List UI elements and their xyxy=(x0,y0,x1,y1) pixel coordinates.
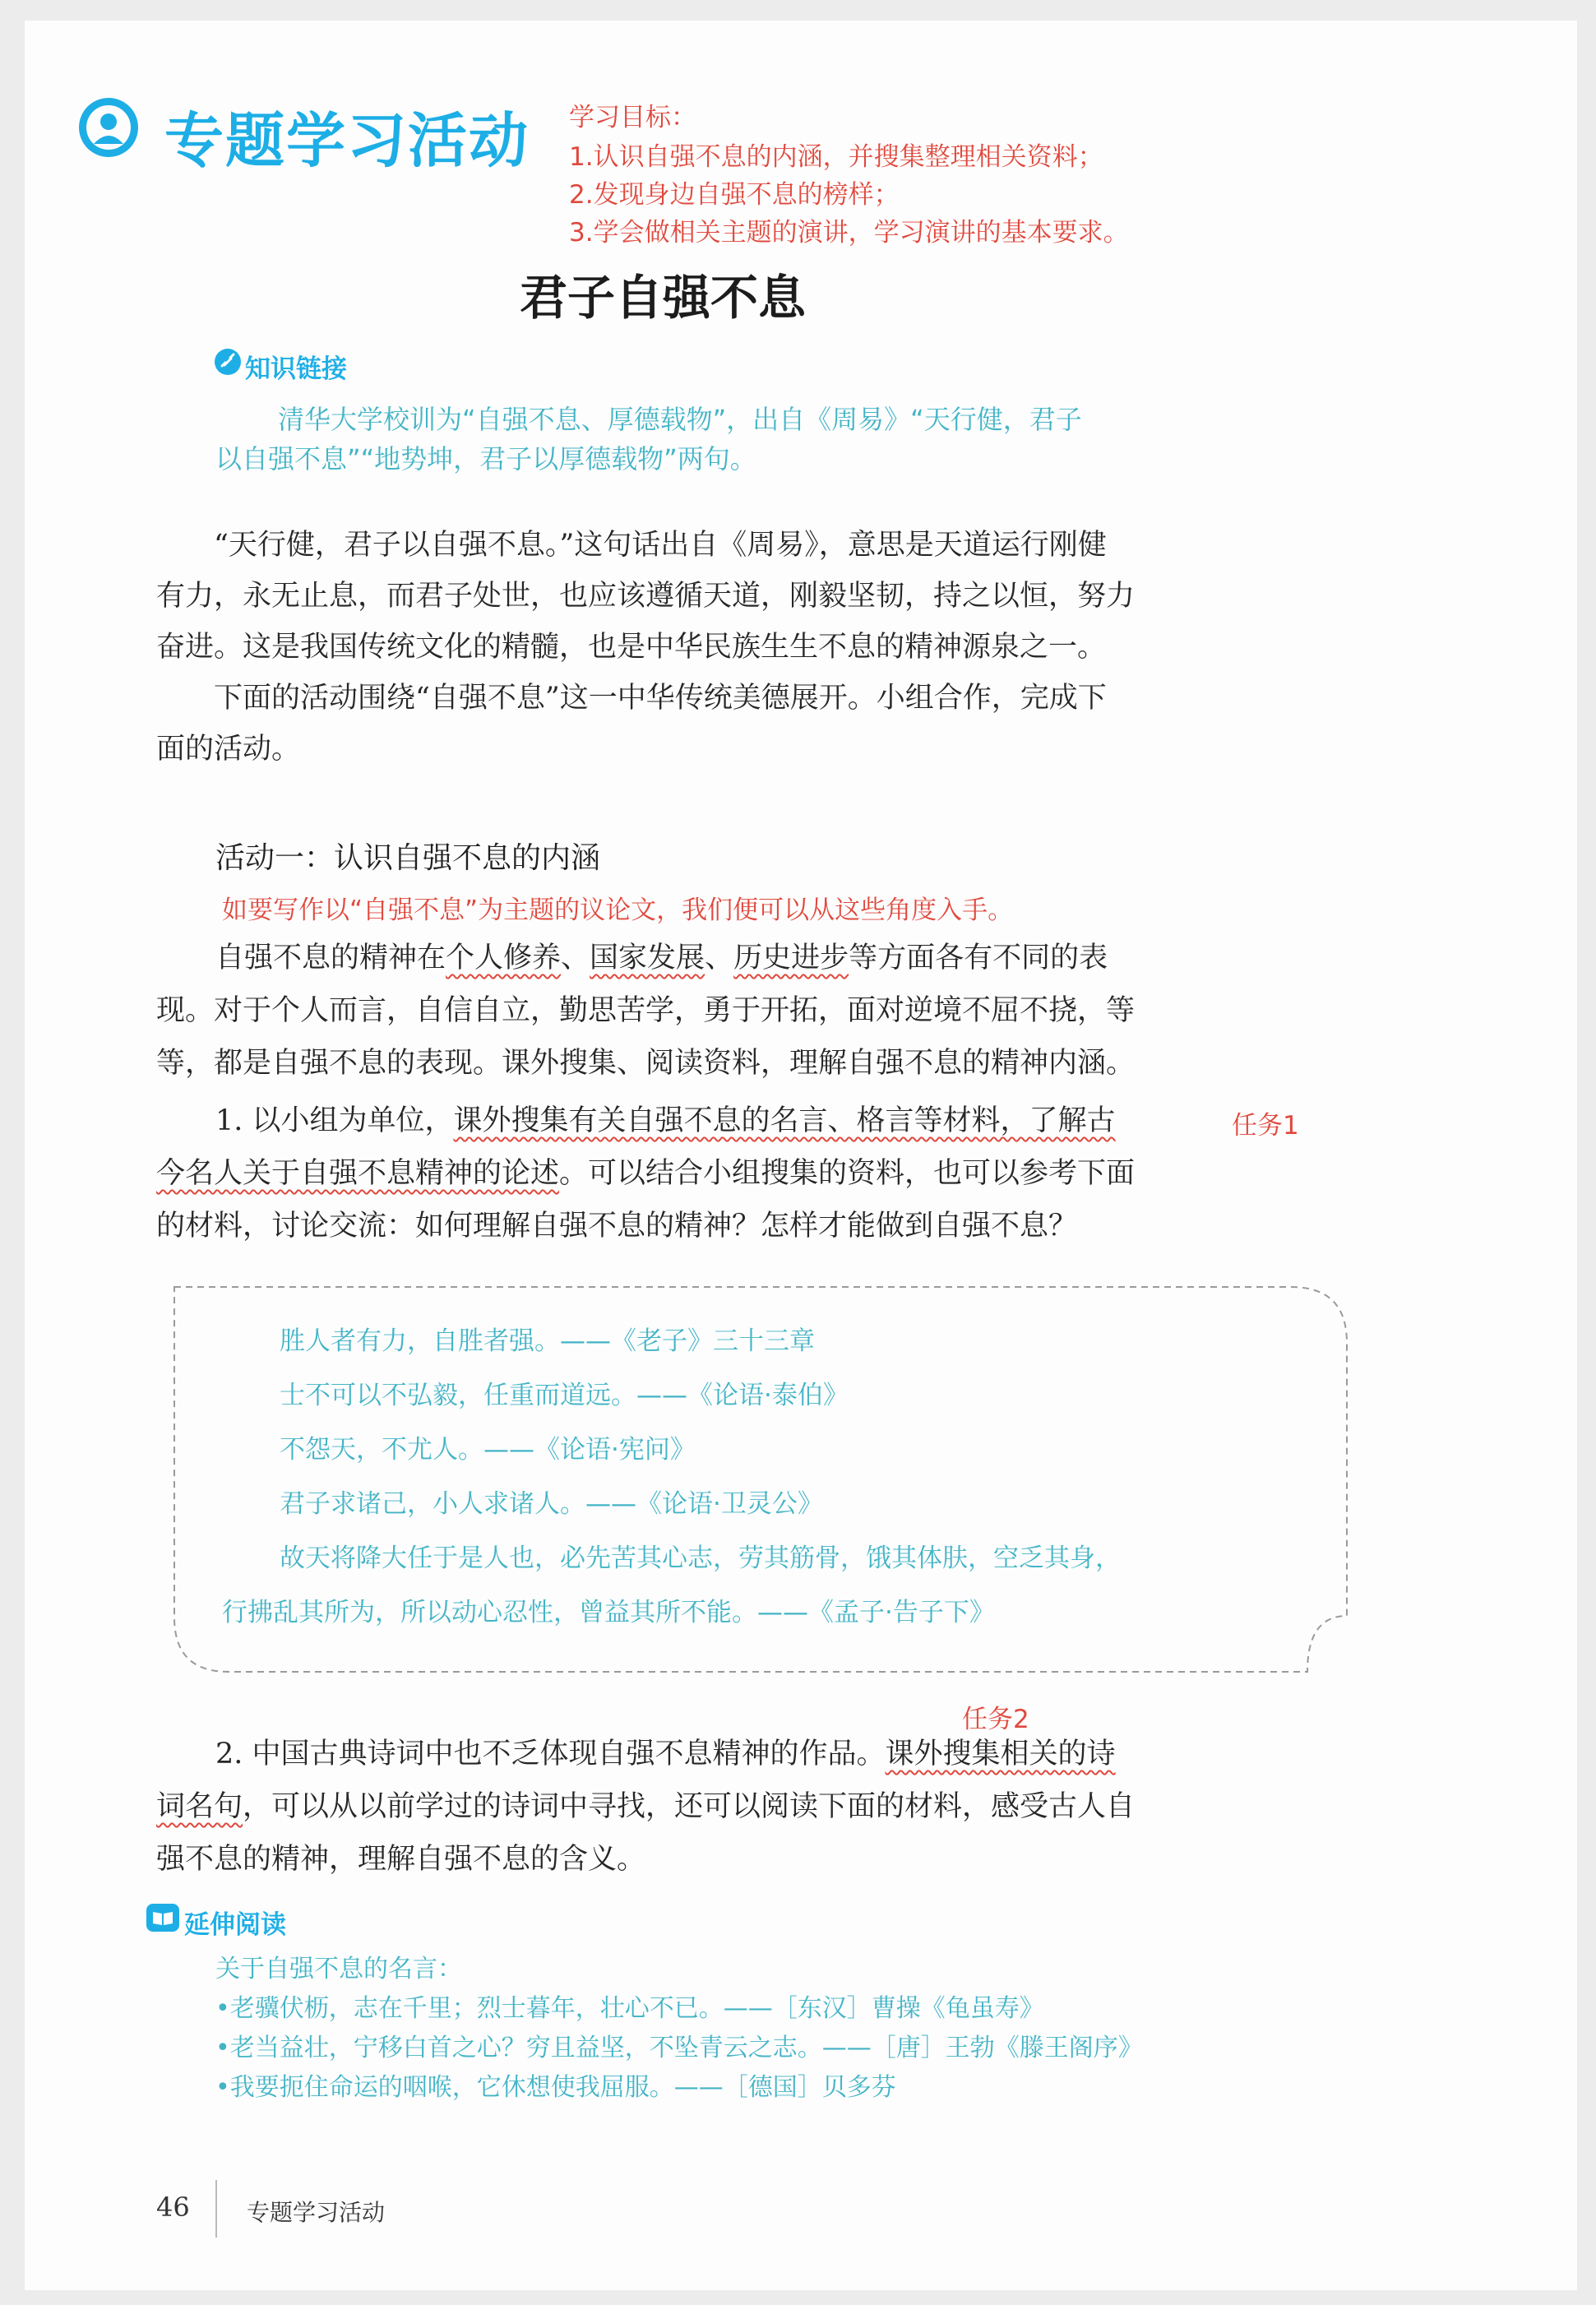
task2-line: 词名句，可以从以前学过的诗词中寻找，还可以阅读下面的材料，感受古人自 xyxy=(156,1790,1136,1823)
task2-line: 2. 中国古典诗词中也不乏体现自强不息精神的作品。课外搜集相关的诗 xyxy=(215,1738,1116,1770)
handwritten-note: 如要写作以“自强不息”为主题的议论文，我们便可以从这些角度入手。 xyxy=(222,896,1014,925)
quote-line: 不怨天，不尤人。——《论语·宪问》 xyxy=(280,1435,696,1465)
link-icon xyxy=(214,348,242,376)
footer-divider xyxy=(215,2180,217,2238)
task1-line: 的材料，讨论交流：如何理解自强不息的精神？怎样才能做到自强不息？ xyxy=(156,1210,1078,1243)
task1-line: 今名人关于自强不息精神的论述。可以结合小组搜集的资料，也可以参考下面 xyxy=(156,1157,1136,1190)
task1-tag: 任务1 xyxy=(1232,1111,1299,1141)
task2-tag: 任务2 xyxy=(962,1705,1029,1734)
task2-line: 强不息的精神，理解自强不息的含义。 xyxy=(156,1843,646,1876)
page-number: 46 xyxy=(156,2192,190,2223)
goal-item: 2.发现身边自强不息的榜样； xyxy=(569,180,900,210)
intro-line: “天行健，君子以自强不息。”这句话出自《周易》，意思是天道运行刚健 xyxy=(214,529,1107,562)
activity-line: 现。对于个人而言，自信自立，勤思苦学，勇于开拓，面对逆境不屈不挠，等 xyxy=(156,994,1136,1027)
task1-line: 1. 以小组为单位，课外搜集有关自强不息的名言、格言等材料，了解古 xyxy=(215,1104,1116,1137)
student-icon xyxy=(76,95,141,160)
goal-item: 1.认识自强不息的内涵，并搜集整理相关资料； xyxy=(569,142,1103,172)
intro-line: 有力，永无止息，而君子处世，也应该遵循天道，刚毅坚韧，持之以恒，努力 xyxy=(156,580,1136,613)
section-title: 专题学习活动 xyxy=(164,106,530,175)
knowledge-link-label: 知识链接 xyxy=(245,354,347,384)
goal-item: 3.学会做相关主题的演讲，学习演讲的基本要求。 xyxy=(569,218,1129,248)
quote-line: 故天将降大任于是人也，必先苦其心志，劳其筋骨，饿其体肤，空乏其身， xyxy=(280,1544,1121,1573)
reading-heading: 关于自强不息的名言： xyxy=(215,1955,462,1983)
textbook-page xyxy=(25,21,1577,2290)
reading-item: •老当益壮，宁移白首之心？穷且益坚，不坠青云之志。——［唐］王勃《滕王阁序》 xyxy=(215,2034,1143,2062)
intro-line: 下面的活动围绕“自强不息”这一中华传统美德展开。小组合作，完成下 xyxy=(214,682,1107,715)
intro-line: 奋进。这是我国传统文化的精髓，也是中华民族生生不息的精神源泉之一。 xyxy=(156,631,1107,664)
book-icon xyxy=(146,1904,179,1932)
activity-title: 活动一：认识自强不息的内涵 xyxy=(215,841,601,875)
knowledge-line: 清华大学校训为“自强不息、厚德载物”，出自《周易》“天行健，君子 xyxy=(278,404,1082,435)
activity-line: 等，都是自强不息的表现。课外搜集、阅读资料，理解自强不息的精神内涵。 xyxy=(156,1047,1136,1080)
main-title: 君子自强不息 xyxy=(520,270,807,326)
activity-line: 自强不息的精神在个人修养、国家发展、历史进步等方面各有不同的表 xyxy=(215,942,1108,974)
extended-reading-label: 延伸阅读 xyxy=(184,1910,286,1940)
quote-line: 胜人者有力，自胜者强。——《老子》三十三章 xyxy=(280,1326,815,1356)
quote-line: 士不可以不弘毅，任重而道远。——《论语·泰伯》 xyxy=(280,1381,849,1410)
reading-item: •我要扼住命运的咽喉，它休想使我屈服。——［德国］贝多芬 xyxy=(215,2073,896,2102)
reading-item: •老骥伏枥，志在千里；烈士暮年，壮心不已。——［东汉］曹操《龟虽寿》 xyxy=(215,1994,1044,2023)
goals-heading: 学习目标： xyxy=(569,103,696,132)
quote-line: 行拂乱其所为，所以动心忍性，曾益其所不能。——《孟子·告子下》 xyxy=(222,1598,995,1627)
quote-line: 君子求诸己，小人求诸人。——《论语·卫灵公》 xyxy=(280,1489,823,1519)
footer-section: 专题学习活动 xyxy=(247,2199,386,2226)
knowledge-line: 以自强不息”“地势坤，君子以厚德载物”两句。 xyxy=(215,443,756,474)
intro-line: 面的活动。 xyxy=(156,733,301,766)
